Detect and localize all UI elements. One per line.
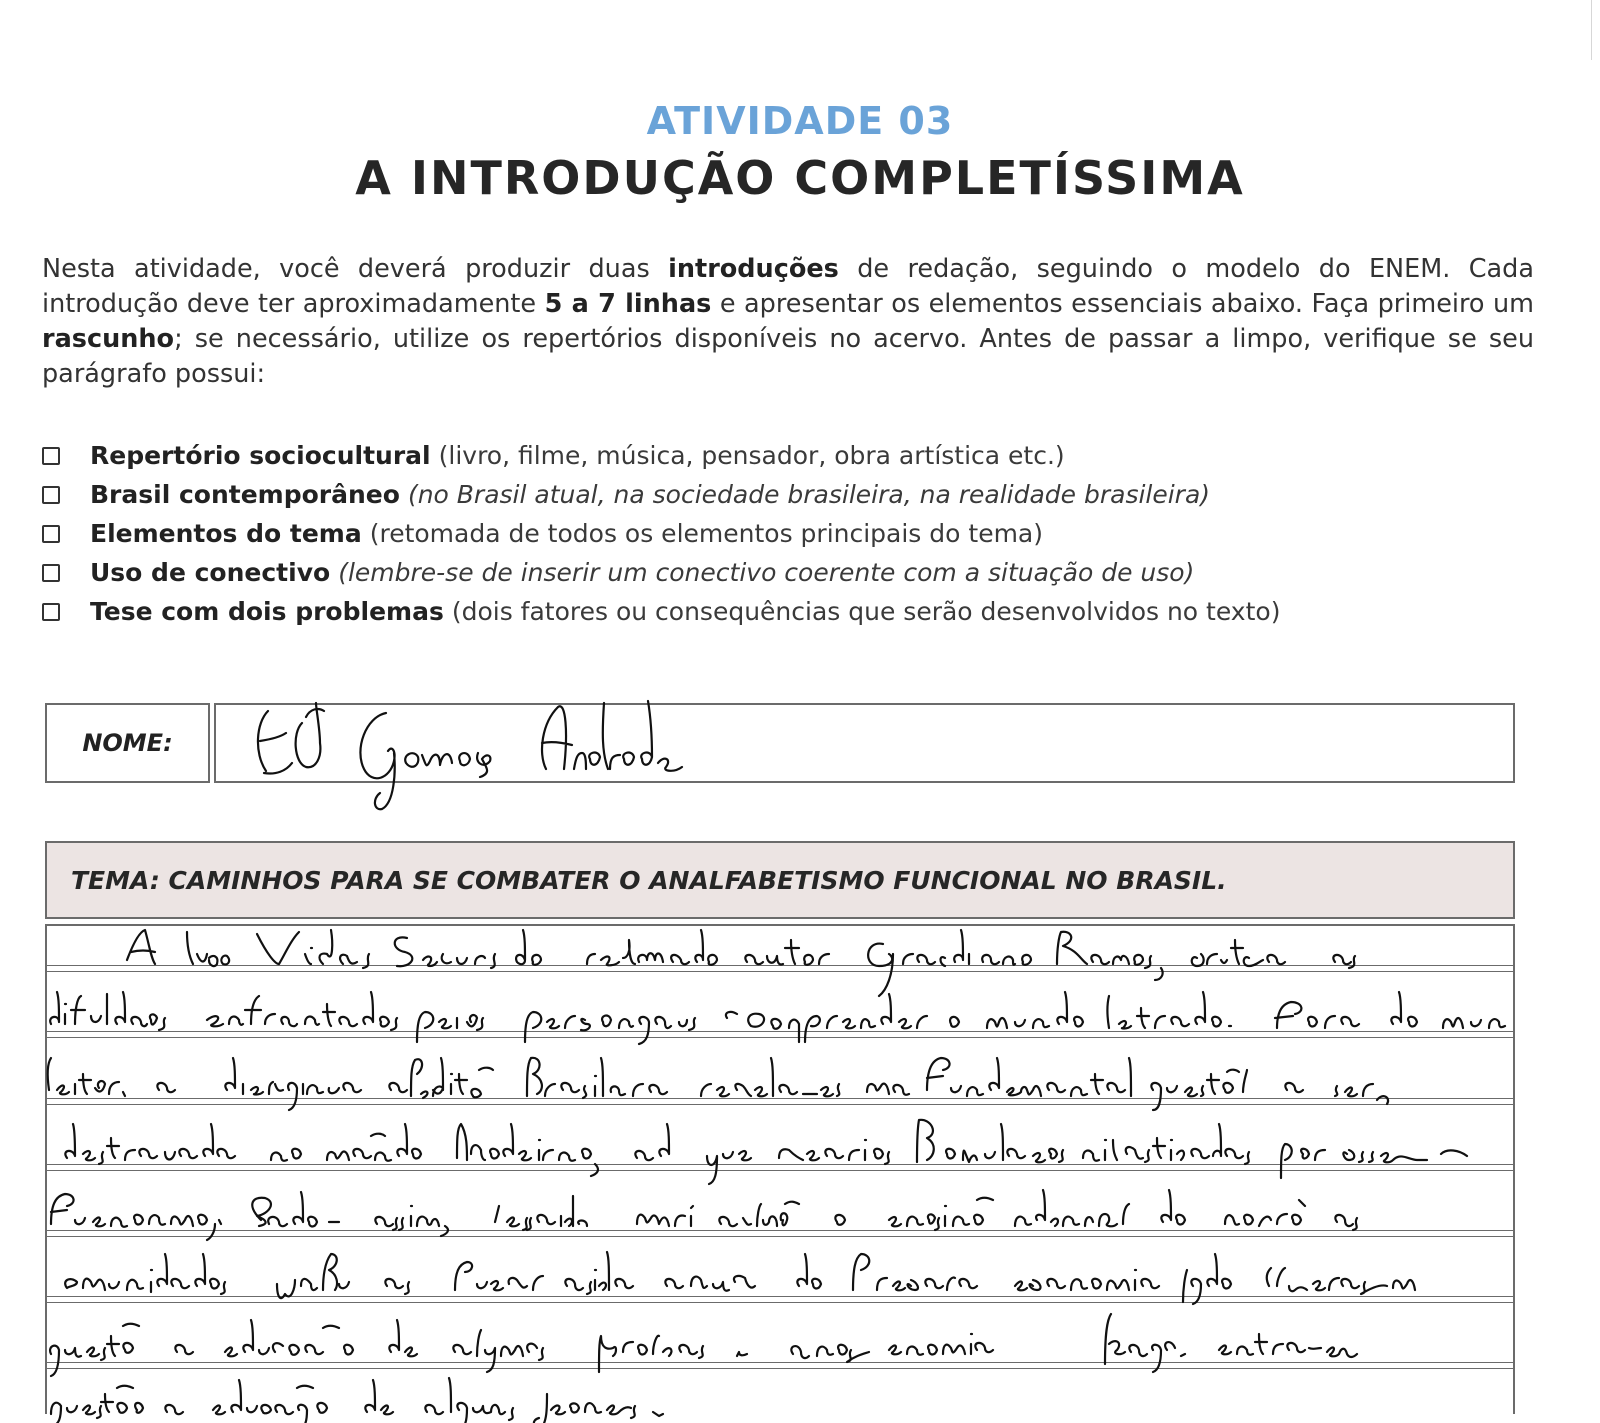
checklist (42, 436, 1542, 631)
name-label: NOME: (82, 729, 173, 757)
theme-text: TEMA: CAMINHOS PARA SE COMBATER O ANALFABETISMO FUNCIONAL NO BRASIL. (71, 865, 1227, 895)
checklist-label: Repertório sociocultural (90, 441, 431, 470)
checklist-note: (livro, filme, música, pensador, obra artística etc.) (438, 441, 1065, 470)
checklist-note: (retomada de todos os elementos principais do tema) (369, 519, 1043, 548)
page-title: A INTRODUÇÃO COMPLETÍSSIMA (355, 151, 1245, 205)
handwritten-signature (246, 693, 806, 813)
checklist-label: Uso de conectivo (90, 558, 331, 587)
intro-bold-3: rascunho (42, 324, 175, 354)
checkbox-icon[interactable] (42, 525, 60, 543)
intro-text-2: de redação, seguindo o modelo do ENEM. Cada introdução deve ter aproximadamente (42, 254, 1534, 319)
checklist-label: Brasil contemporâneo (90, 480, 400, 509)
checklist-note: (lembre-se de inserir um conectivo coerente com a situação de uso) (338, 558, 1195, 587)
checklist-note: (dois fatores ou consequências que serão desenvolvidos no texto) (451, 597, 1281, 626)
intro-text-1: Nesta atividade, você deverá produzir duas (42, 254, 669, 284)
writing-area[interactable] (45, 924, 1515, 1414)
name-field-row (45, 703, 1515, 783)
activity-label: ATIVIDADE 03 (646, 99, 954, 143)
checklist-item-conectivo[interactable] (42, 553, 1542, 592)
checkbox-icon[interactable] (42, 447, 60, 465)
intro-bold-1: introduções (668, 254, 839, 284)
checklist-item-elementos[interactable] (42, 514, 1542, 553)
checklist-label: Tese com dois problemas (90, 597, 444, 626)
intro-text-4: ; se necessário, utilize os repertórios disponíveis no acervo. Antes de passar a limpo, verifique se seu parágrafo possui: (42, 324, 1534, 389)
name-label-cell (45, 703, 210, 783)
checklist-item-tese[interactable] (42, 592, 1542, 631)
handwritten-essay (47, 924, 1513, 1414)
checkbox-icon[interactable] (42, 603, 60, 621)
checklist-item-brasil[interactable] (42, 475, 1542, 514)
scan-edge (1591, 0, 1592, 60)
checklist-item-repertorio[interactable] (42, 436, 1542, 475)
checkbox-icon[interactable] (42, 486, 60, 504)
checkbox-icon[interactable] (42, 564, 60, 582)
checklist-note: (no Brasil atual, na sociedade brasileira, na realidade brasileira) (407, 480, 1211, 509)
name-field[interactable] (214, 703, 1515, 783)
instructions-paragraph (42, 252, 1534, 392)
page-header (0, 96, 1600, 208)
intro-bold-2: 5 a 7 linhas (544, 289, 712, 319)
theme-banner (45, 841, 1515, 919)
checklist-label: Elementos do tema (90, 519, 362, 548)
intro-text-3: e apresentar os elementos essenciais abaixo. Faça primeiro um (711, 289, 1534, 319)
